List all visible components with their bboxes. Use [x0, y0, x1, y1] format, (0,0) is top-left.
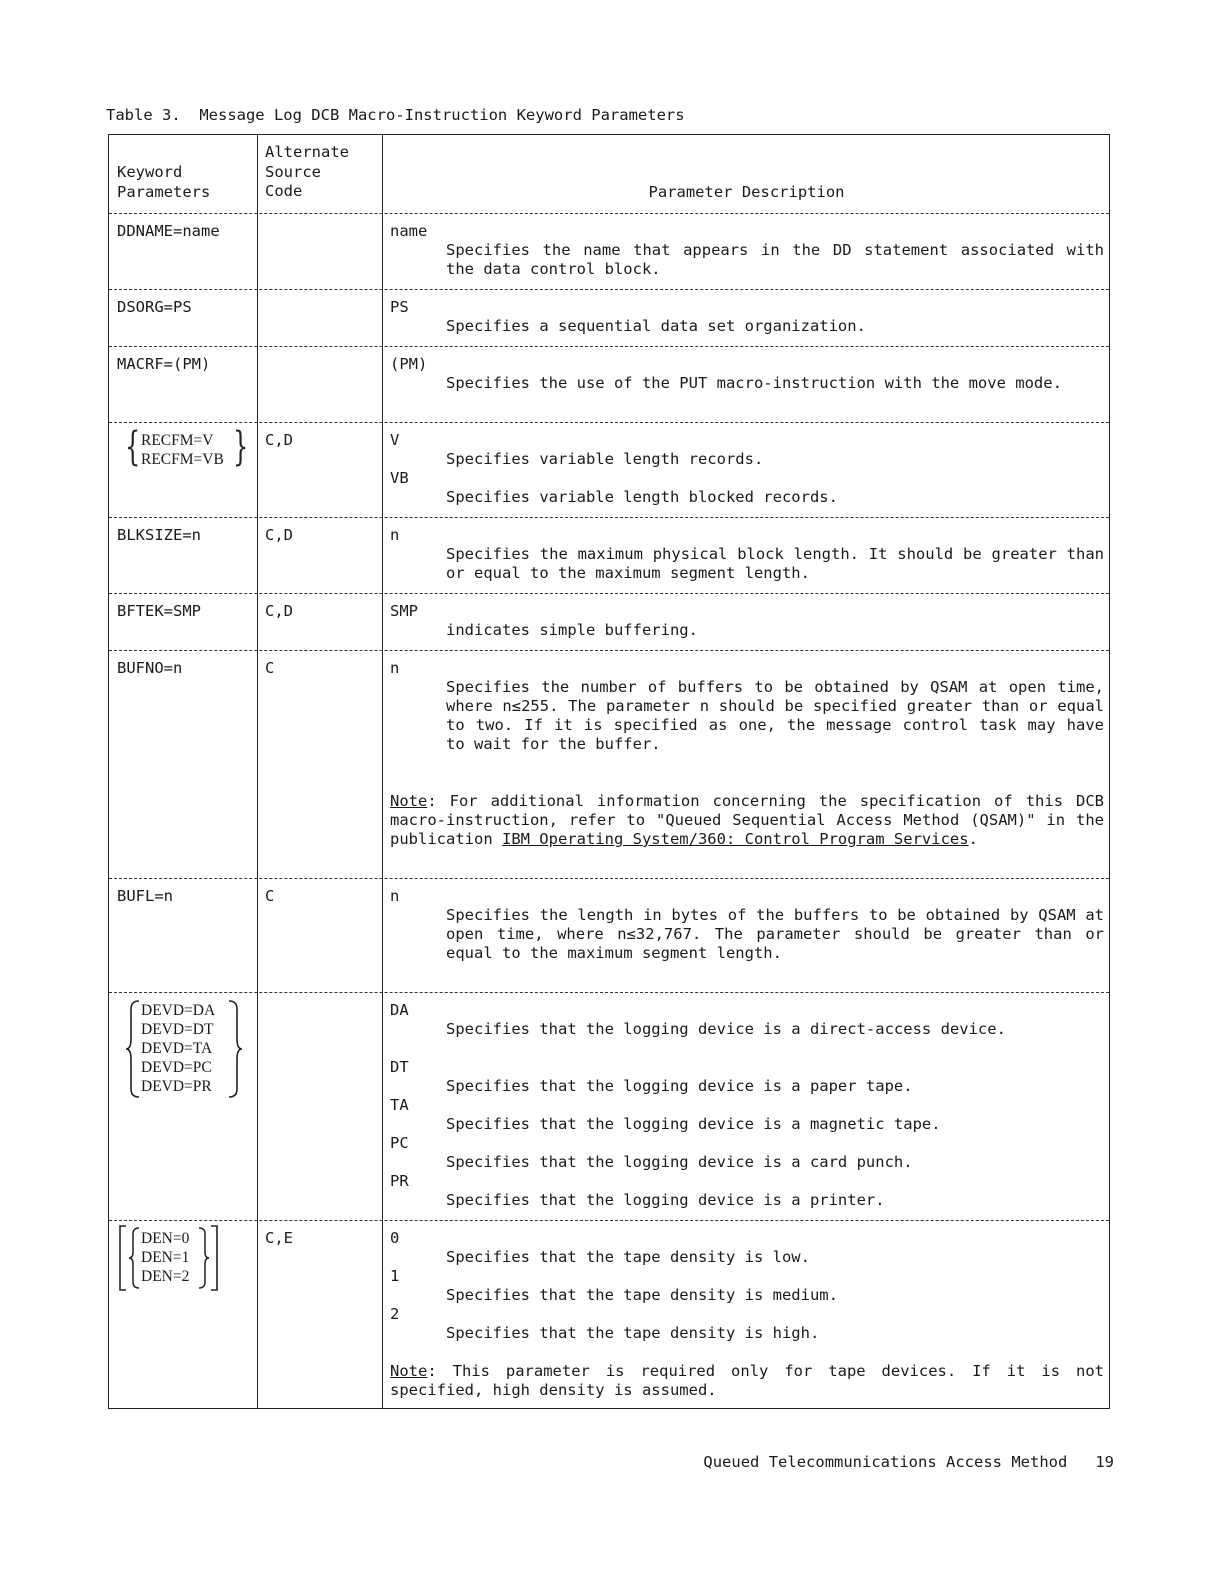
value-v: V [390, 431, 400, 449]
table-title: Table 3. Message Log DCB Macro-Instruction Keyword Parameters [106, 106, 685, 124]
keyword-devd-ta: DEVD=TA [141, 1040, 213, 1057]
description-devd-pc: Specifies that the logging device is a card punch. [446, 1153, 913, 1171]
left-bracket-icon [119, 1225, 127, 1291]
description-macrf: Specifies the use of the PUT macro-instruction with the move mode. [446, 374, 1062, 392]
value-vb: VB [390, 469, 409, 487]
note-label: Note [390, 1362, 428, 1380]
keyword-den-0: DEN=0 [141, 1230, 190, 1247]
value-da: DA [390, 1001, 409, 1019]
value-2: 2 [390, 1305, 400, 1323]
keyword-devd-dt: DEVD=DT [141, 1021, 214, 1038]
row-divider [109, 1220, 1109, 1221]
keyword-recfm-v: RECFM=V [141, 432, 214, 449]
left-brace-icon: { [125, 424, 141, 470]
description-den-2: Specifies that the tape density is high. [446, 1324, 820, 1342]
row-divider [109, 650, 1109, 651]
description-blksize: Specifies the maximum physical block length. It should be greater than or equal to the maximum segment length. [446, 545, 1104, 582]
value-smp: SMP [390, 602, 418, 620]
value-1: 1 [390, 1267, 400, 1285]
keyword-bufl: BUFL=n [117, 887, 173, 905]
keyword-den-1: DEN=1 [141, 1249, 190, 1266]
page-footer [703, 1453, 1114, 1471]
description-devd-dt: Specifies that the logging device is a paper tape. [446, 1077, 913, 1095]
code-bufl: C [265, 887, 275, 905]
row-divider [109, 517, 1109, 518]
value-name: name [390, 222, 428, 240]
row-divider [109, 213, 1109, 214]
keyword-recfm-vb: RECFM=VB [141, 451, 224, 468]
left-brace-icon [128, 1227, 140, 1289]
code-den: C,E [265, 1229, 293, 1247]
footer-title: Queued Telecommunications Access Method [703, 1453, 1068, 1471]
description-devd-da: Specifies that the logging device is a direct-access device. [446, 1020, 1006, 1038]
right-brace-icon: } [233, 424, 249, 470]
value-ta: TA [390, 1096, 409, 1114]
right-brace-icon [198, 1227, 210, 1289]
left-brace-icon [125, 999, 141, 1099]
keyword-den-2: DEN=2 [141, 1268, 190, 1285]
description-den-0: Specifies that the tape density is low. [446, 1248, 810, 1266]
keyword-devd-da: DEVD=DA [141, 1002, 216, 1019]
row-divider [109, 289, 1109, 290]
value-ps: PS [390, 298, 409, 316]
keyword-devd-pc: DEVD=PC [141, 1059, 212, 1076]
header-parameter-description: Parameter Description [648, 183, 845, 201]
page-number: 19 [1095, 1453, 1114, 1471]
code-bufno: C [265, 659, 275, 677]
description-devd-pr: Specifies that the logging device is a printer. [446, 1191, 885, 1209]
header-keyword-parameters: Keyword Parameters [117, 163, 211, 201]
keyword-parameters-table [108, 134, 1110, 1409]
row-divider [109, 346, 1109, 347]
note-den: Note: This parameter is required only for tape devices. If it is not specified, high density is assumed. [390, 1362, 1104, 1399]
row-divider [109, 992, 1109, 993]
description-den-1: Specifies that the tape density is medium. [446, 1286, 838, 1304]
description-dsorg: Specifies a sequential data set organization. [446, 317, 866, 335]
description-bufno: Specifies the number of buffers to be obtained by QSAM at open time, where n≤255. The parameter n should be specified greater than or equal to two. If it is specified as one, the message control task may have to wait for the buffer. [446, 678, 1104, 753]
keyword-devd-pr: DEVD=PR [141, 1078, 212, 1095]
keyword-group-devd [141, 1001, 215, 1096]
column-divider [382, 135, 383, 1408]
description-bufl: Specifies the length in bytes of the buffers to be obtained by QSAM at open time, where n≤32,767. The parameter should be greater than or equal to the maximum segment length. [446, 906, 1104, 962]
code-bftek: C,D [265, 602, 293, 620]
right-bracket-icon [210, 1225, 218, 1291]
description-recfm-vb: Specifies variable length blocked records. [446, 488, 838, 506]
value-n: n [390, 526, 400, 544]
keyword-macrf: MACRF=(PM) [117, 355, 211, 373]
header-alternate-source-code: Alternate Source Code [265, 143, 349, 200]
keyword-group-recfm [141, 431, 224, 469]
value-dt: DT [390, 1058, 409, 1076]
keyword-bftek: BFTEK=SMP [117, 602, 201, 620]
publication-title: IBM Operating System/360: Control Program Services [501, 830, 969, 848]
row-divider [109, 878, 1109, 879]
keyword-blksize: BLKSIZE=n [117, 526, 201, 544]
keyword-dsorg: DSORG=PS [117, 298, 192, 316]
keyword-ddname: DDNAME=name [117, 222, 220, 240]
note-label: Note [390, 792, 428, 810]
description-bftek: indicates simple buffering. [446, 621, 698, 639]
value-n: n [390, 659, 400, 677]
value-pm: (PM) [390, 355, 428, 373]
note-bufno: Note: For additional information concerning the specification of this DCB macro-instruction, refer to "Queued Sequential Access Method (QSAM)" in the publication IBM Operating System/360: Control Program Services. [390, 792, 1104, 848]
code-blksize: C,D [265, 526, 293, 544]
keyword-group-den [141, 1229, 189, 1286]
keyword-bufno: BUFNO=n [117, 659, 183, 677]
right-brace-icon [227, 999, 243, 1099]
description-devd-ta: Specifies that the logging device is a magnetic tape. [446, 1115, 941, 1133]
value-pc: PC [390, 1134, 409, 1152]
code-recfm: C,D [265, 431, 293, 449]
row-divider [109, 593, 1109, 594]
value-n: n [390, 887, 400, 905]
description-recfm-v: Specifies variable length records. [446, 450, 764, 468]
row-divider [109, 422, 1109, 423]
value-pr: PR [390, 1172, 409, 1190]
value-0: 0 [390, 1229, 400, 1247]
column-divider [257, 135, 258, 1408]
description-ddname: Specifies the name that appears in the DD statement associated with the data control block. [446, 241, 1104, 278]
